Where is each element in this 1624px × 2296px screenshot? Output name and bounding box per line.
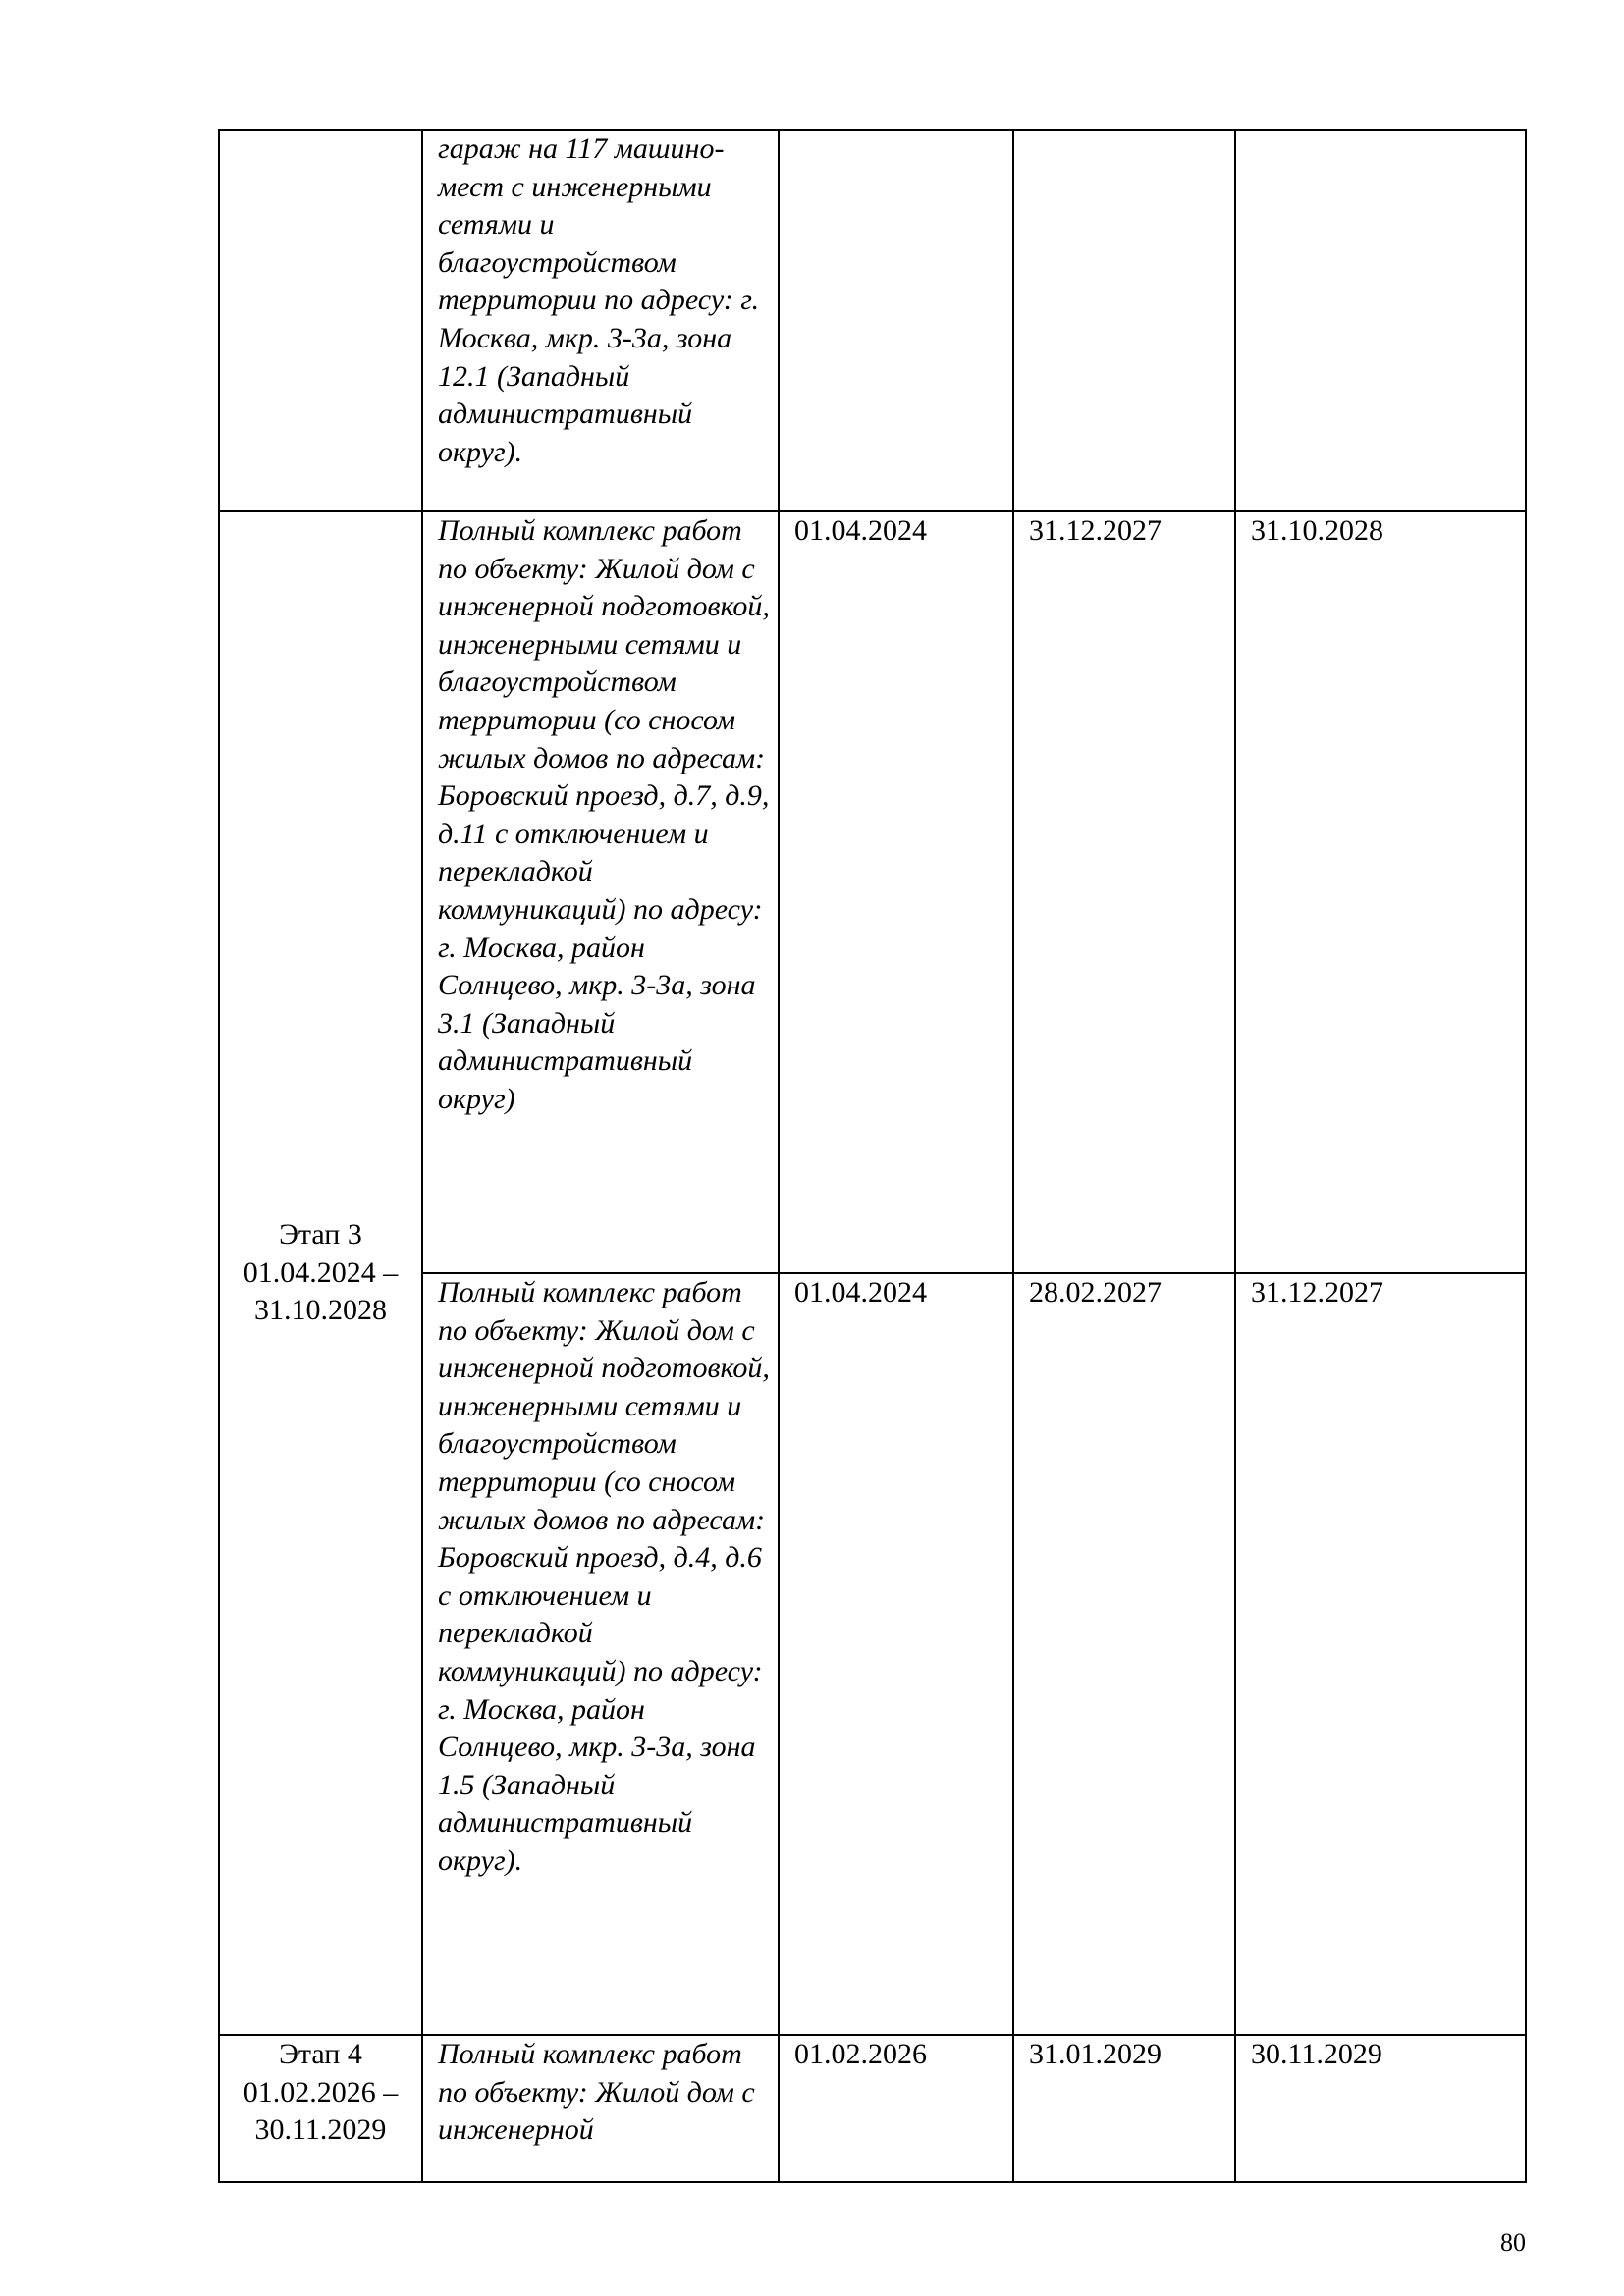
- end-date-cell: 31.12.2027: [1013, 511, 1235, 1273]
- stage-start: 01.02.2026 –: [243, 2075, 399, 2109]
- completion-date-cell: 30.11.2029: [1235, 2035, 1526, 2182]
- start-date-cell: 01.04.2024: [779, 511, 1013, 1273]
- stage-cell: [219, 511, 422, 2035]
- completion-date-cell: 31.10.2028: [1235, 511, 1526, 1273]
- stage-title: Этап 3: [279, 1218, 362, 1252]
- schedule-table: [218, 129, 1527, 2183]
- end-date-cell: 31.01.2029: [1013, 2035, 1235, 2182]
- completion-date-cell: 31.12.2027: [1235, 1273, 1526, 2035]
- start-date-cell: 01.04.2024: [779, 1273, 1013, 2035]
- start-date-cell: 01.02.2026: [779, 2035, 1013, 2182]
- end-date-cell: 28.02.2027: [1013, 1273, 1235, 2035]
- stage-end: 31.10.2028: [254, 1294, 387, 1327]
- description-cell: Полный комплекс работ по объекту: Жилой дом с инженерной подготовкой, инженерными сетями и благоустройством территории (со сносом жилых домов по адресам: Боровский проезд, д.7, д.9, д.11 с отключением и перекладкой коммуникаций) по адресу: г. Москва, район Солнцево, мкр. 3-3а, зона 3.1 (Западный административный округ): [422, 511, 779, 1273]
- end-date-cell: [1013, 130, 1235, 511]
- stage-start: 01.04.2024 –: [243, 1255, 399, 1289]
- table-row: [219, 130, 1526, 511]
- start-date-cell: [779, 130, 1013, 511]
- description-cell: гараж на 117 машино-мест с инженерными сетями и благоустройством территории по адресу: г. Москва, мкр. 3-3а, зона 12.1 (Западный административный округ).: [422, 130, 779, 511]
- stage-title: Этап 4: [279, 2038, 362, 2070]
- description-cell: Полный комплекс работ по объекту: Жилой дом с инженерной: [422, 2035, 779, 2182]
- stage-cell: [219, 130, 422, 511]
- table-row: [219, 2035, 1526, 2182]
- stage-cell: [219, 2035, 422, 2182]
- stage-end: 30.11.2029: [254, 2113, 387, 2147]
- page-number: 80: [1500, 2228, 1526, 2257]
- table-row: [219, 511, 1526, 1273]
- completion-date-cell: [1235, 130, 1526, 511]
- description-cell: Полный комплекс работ по объекту: Жилой дом с инженерной подготовкой, инженерными сетями и благоустройством территории (со сносом жилых домов по адресам: Боровский проезд, д.4, д.6 с отключением и перекладкой коммуникаций) по адресу: г. Москва, район Солнцево, мкр. 3-3а, зона 1.5 (Западный административный округ).: [422, 1273, 779, 2035]
